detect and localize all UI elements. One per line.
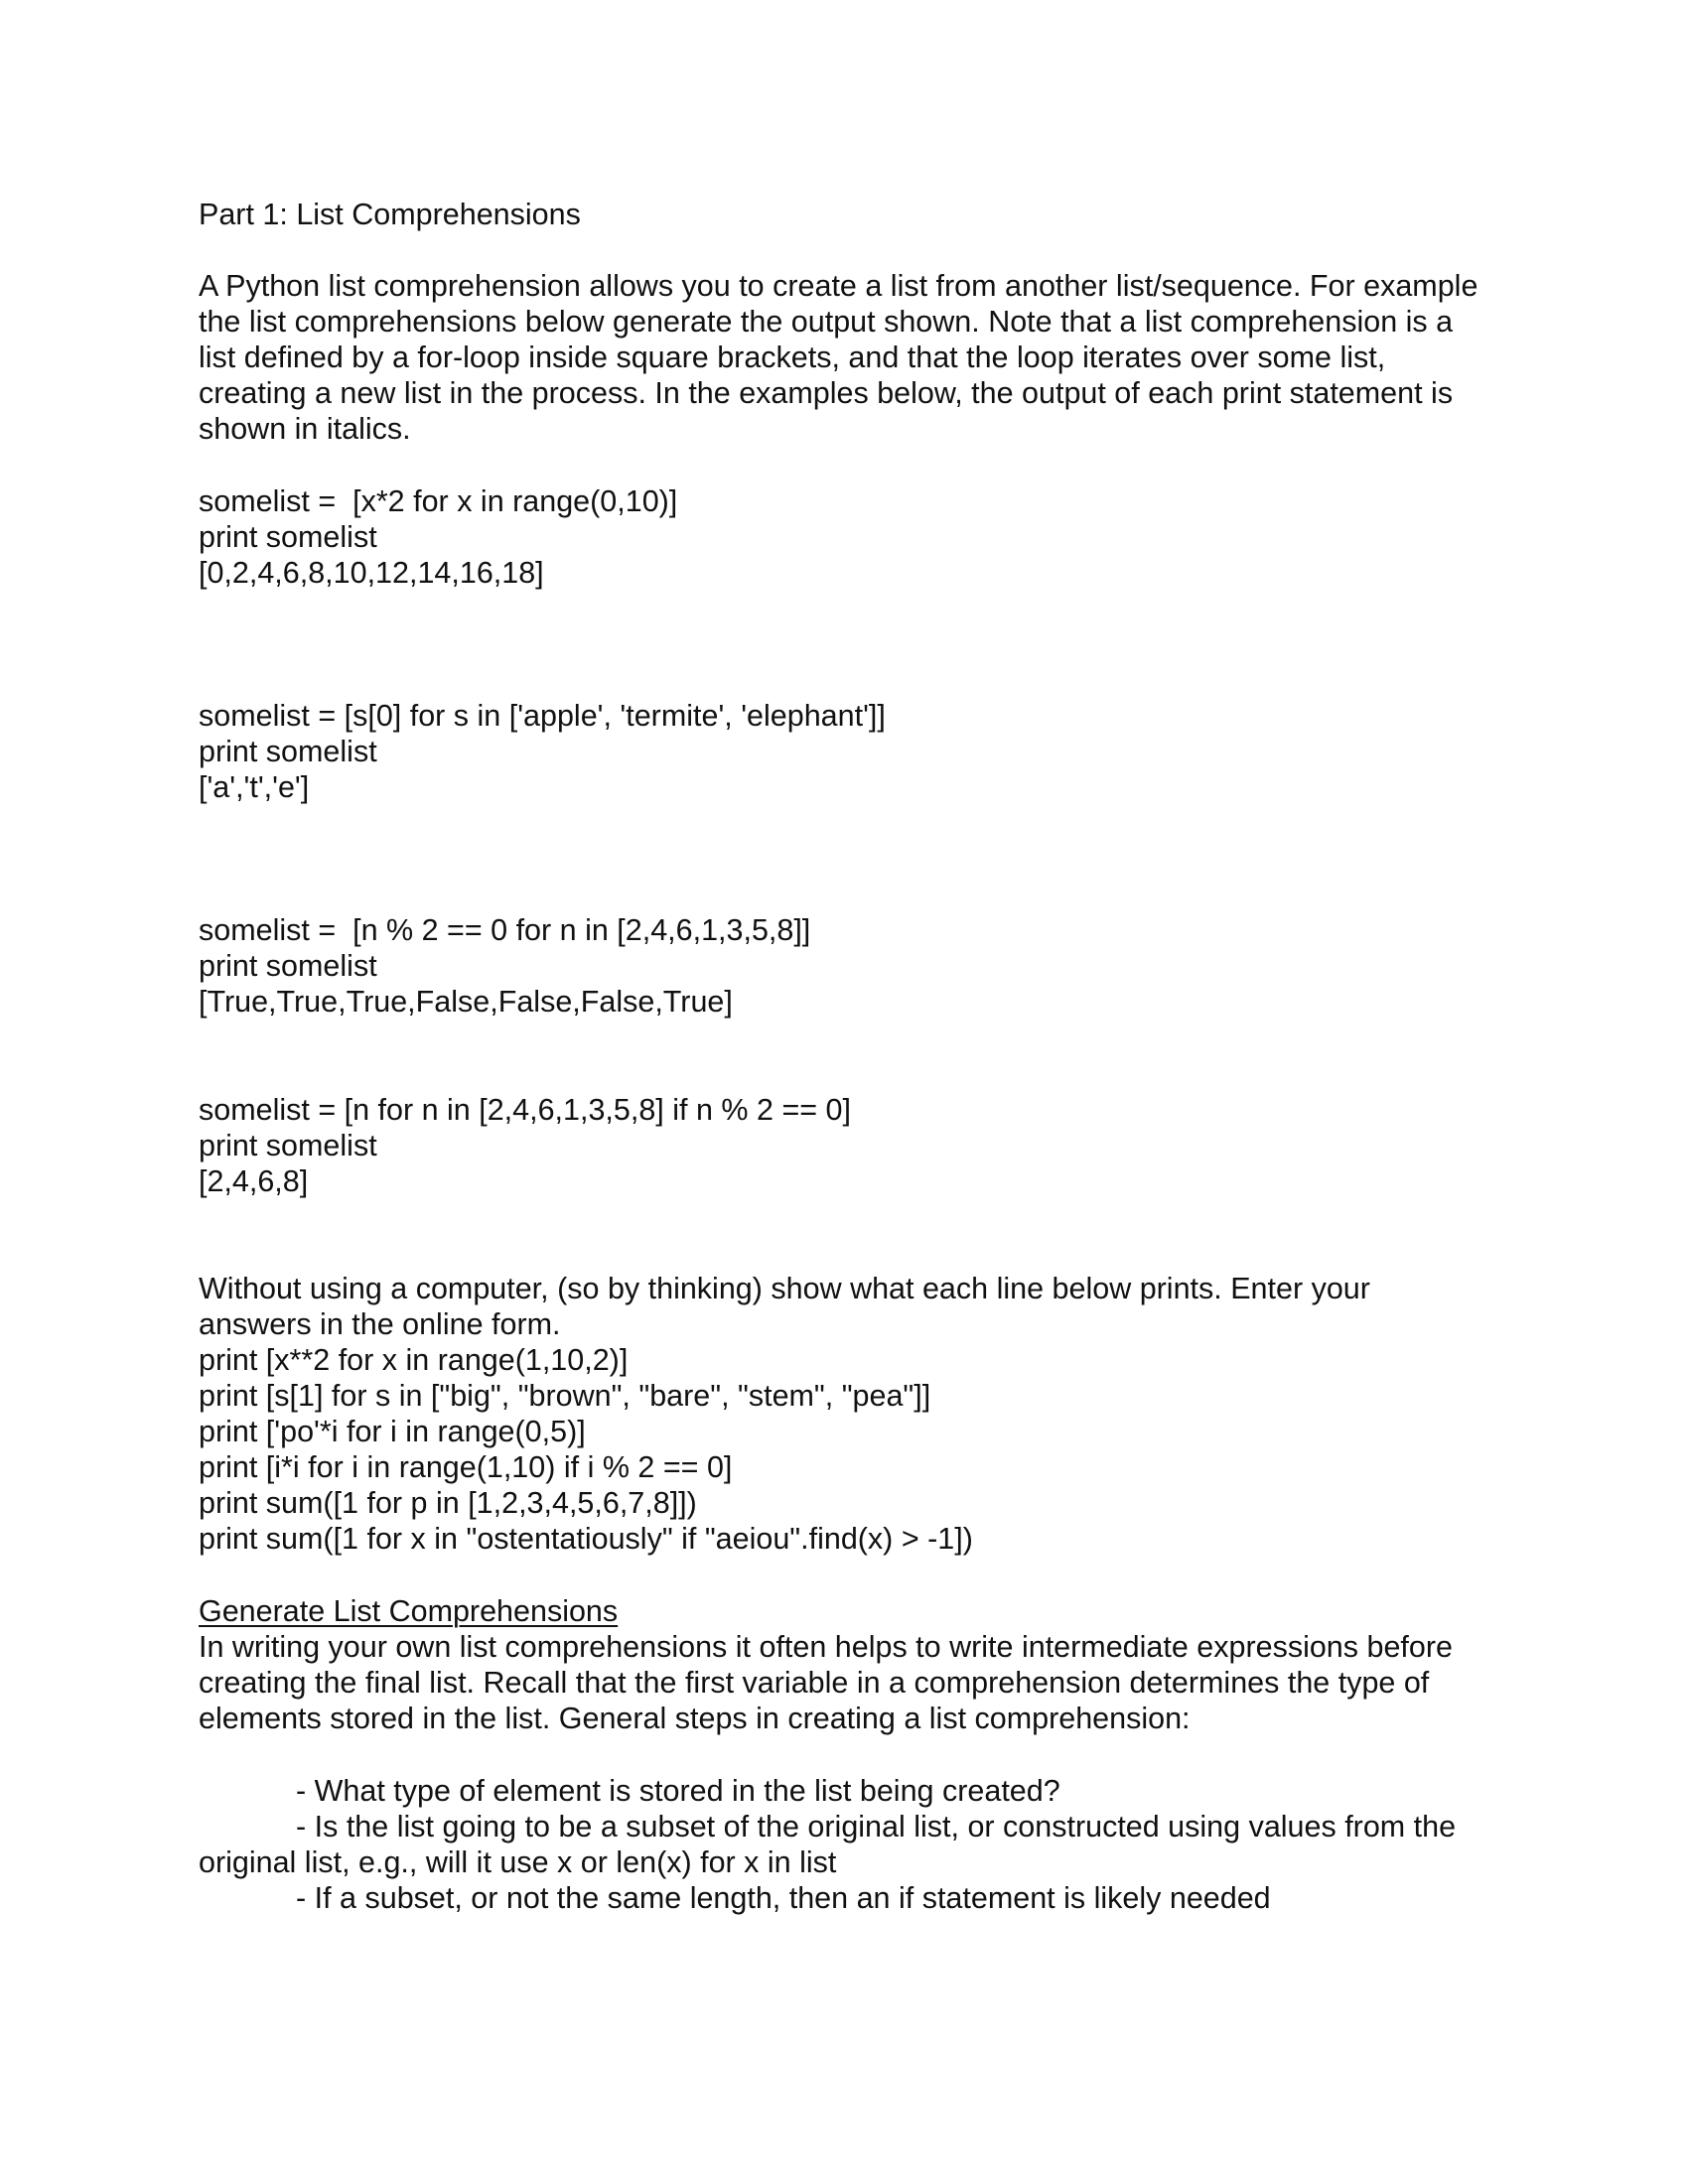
step-item: - If a subset, or not the same length, then an if statement is likely needed [296, 1881, 1271, 1915]
example-3 [199, 912, 1489, 1020]
example-output: [0,2,4,6,8,10,12,14,16,18] [199, 556, 544, 590]
example-print: print somelist [199, 520, 377, 554]
heading-block [199, 197, 1489, 232]
example-code: somelist = [x*2 for x in range(0,10)] [199, 484, 678, 518]
example-print: print somelist [199, 949, 377, 983]
example-print: print somelist [199, 735, 377, 768]
exercise-line: print sum([1 for p in [1,2,3,4,5,6,7,8]]) [199, 1486, 697, 1520]
generate-paragraph-line: creating the final list. Recall that the first variable in a comprehension determines the type of [199, 1666, 1430, 1700]
step-item: - Is the list going to be a subset of the original list, or constructed using values from the [296, 1810, 1457, 1843]
intro-line: creating a new list in the process. In the examples below, the output of each print statement is [199, 376, 1454, 410]
exercise-line: print [x**2 for x in range(1,10,2)] [199, 1343, 629, 1377]
exercise-line: print sum([1 for x in "ostentatiously" if "aeiou".find(x) > -1]) [199, 1522, 973, 1556]
generate-paragraph-line: elements stored in the list. General steps in creating a list comprehension: [199, 1702, 1191, 1735]
intro-line: the list comprehensions below generate the output shown. Note that a list comprehension is a [199, 305, 1454, 339]
exercise-line: print ['po'*i for i in range(0,5)] [199, 1415, 586, 1448]
example-code: somelist = [n for n in [2,4,6,1,3,5,8] if n % 2 == 0] [199, 1093, 851, 1127]
example-print: print somelist [199, 1129, 377, 1162]
generate-section [199, 1593, 1489, 1736]
example-1 [199, 483, 1489, 591]
exercise-instruction: Without using a computer, (so by thinking) show what each line below prints. Enter your [199, 1272, 1370, 1305]
steps-list [199, 1773, 1489, 1916]
example-code: somelist = [n % 2 == 0 for n in [2,4,6,1,3,5,8]] [199, 913, 811, 947]
section-title: Generate List Comprehensions [199, 1594, 619, 1628]
example-2 [199, 698, 1489, 805]
step-item: - What type of element is stored in the list being created? [296, 1774, 1060, 1808]
example-output: ['a','t','e'] [199, 770, 310, 804]
page-title: Part 1: List Comprehensions [199, 198, 581, 231]
intro-paragraph [199, 268, 1489, 447]
example-output: [True,True,True,False,False,False,True] [199, 985, 733, 1019]
step-item-continuation: original list, e.g., will it use x or len(x) for x in list [199, 1845, 837, 1879]
exercise-line: print [i*i for i in range(1,10) if i % 2 == 0] [199, 1450, 733, 1484]
intro-line: list defined by a for-loop inside square brackets, and that the loop iterates over some list, [199, 341, 1386, 374]
generate-paragraph-line: In writing your own list comprehensions it often helps to write intermediate expressions before [199, 1630, 1453, 1664]
example-4 [199, 1092, 1489, 1199]
exercise-line: print [s[1] for s in ["big", "brown", "bare", "stem", "pea"]] [199, 1379, 931, 1413]
intro-line: A Python list comprehension allows you to create a list from another list/sequence. For example [199, 269, 1478, 303]
exercise-section [199, 1271, 1489, 1557]
example-output: [2,4,6,8] [199, 1164, 309, 1198]
intro-line: shown in italics. [199, 412, 411, 446]
example-code: somelist = [s[0] for s in ['apple', 'termite', 'elephant']] [199, 699, 886, 733]
exercise-instruction: answers in the online form. [199, 1307, 561, 1341]
